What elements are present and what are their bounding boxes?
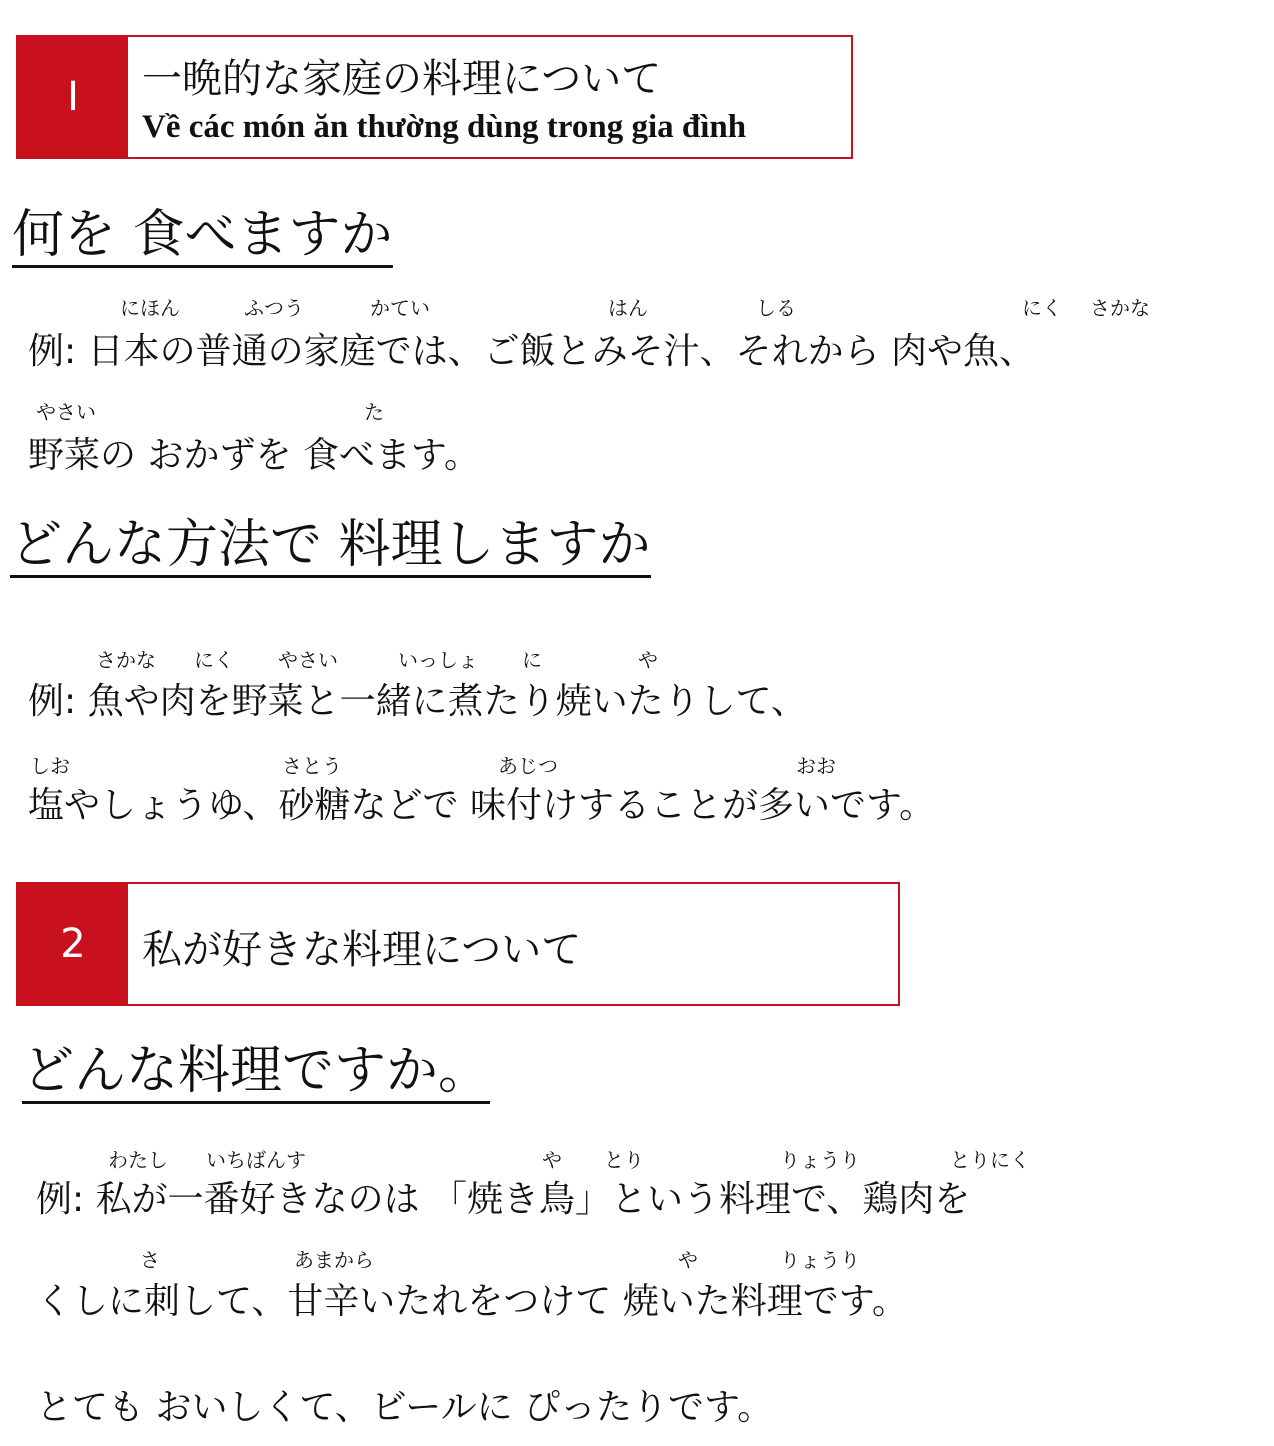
ruby-text: さかな [1090, 296, 1150, 320]
ruby-text: とりにく [950, 1148, 1030, 1172]
ruby-text: いちばんす [206, 1148, 306, 1172]
ruby-text: とり [604, 1148, 644, 1172]
ruby-text: にほん [120, 296, 180, 320]
ruby-text: しお [30, 754, 70, 778]
section-title-jp: 私が好きな料理について [142, 927, 582, 973]
ruby-text: さかな [96, 648, 156, 672]
example-line: 野菜の おかずを 食べます。 [28, 435, 481, 476]
question-heading: 何を 食べますか [12, 208, 393, 268]
ruby-text: りょうり [780, 1248, 860, 1272]
ruby-text: しる [756, 296, 796, 320]
example-line: 塩やしょうゆ、砂糖などで 味付けすることが多いです。 [28, 785, 936, 826]
ruby-text: やさい [36, 400, 96, 424]
section-2-header [16, 882, 900, 1006]
ruby-text: にく [194, 648, 234, 672]
ruby-text: た [364, 400, 384, 424]
ruby-text: かてい [370, 296, 430, 320]
ruby-text: あまから [294, 1248, 374, 1272]
ruby-text: にく [1022, 296, 1062, 320]
section-number: I [18, 37, 128, 157]
example-line: とても おいしくて、ビールに ぴったりです。 [36, 1387, 774, 1428]
question-heading: どんな料理ですか。 [22, 1044, 490, 1104]
ruby-text: さ [140, 1248, 160, 1272]
ruby-text: あじつ [498, 754, 558, 778]
ruby-text: いっしょ [398, 648, 478, 672]
section-title-vi: Về các món ăn thường dùng trong gia đình [142, 109, 747, 145]
example-line: 例: 日本の普通の家庭では、ご飯とみそ汁、それから 肉や魚、 [28, 331, 1036, 372]
example-line: 例: 私が一番好きなのは 「焼き鳥」という料理で、鶏肉を [36, 1179, 971, 1220]
ruby-text: や [678, 1248, 698, 1272]
ruby-text: りょうり [780, 1148, 860, 1172]
section-number: 2 [18, 884, 128, 1004]
example-line: 例: 魚や肉を野菜と一緒に煮たり焼いたりして、 [28, 681, 807, 722]
ruby-text: おお [796, 754, 836, 778]
section-1-header [16, 35, 853, 159]
section-title-jp: 一晩的な家庭の料理について [142, 56, 662, 102]
ruby-text: やさい [278, 648, 338, 672]
ruby-text: さとう [282, 754, 342, 778]
ruby-text: や [638, 648, 658, 672]
ruby-text: や [542, 1148, 562, 1172]
ruby-text: はん [608, 296, 648, 320]
ruby-text: わたし [108, 1148, 168, 1172]
example-line: くしに刺して、甘辛いたれをつけて 焼いた料理です。 [36, 1281, 908, 1322]
ruby-text: に [522, 648, 542, 672]
question-heading: どんな方法で 料理しますか [10, 518, 651, 578]
ruby-text: ふつう [244, 296, 304, 320]
